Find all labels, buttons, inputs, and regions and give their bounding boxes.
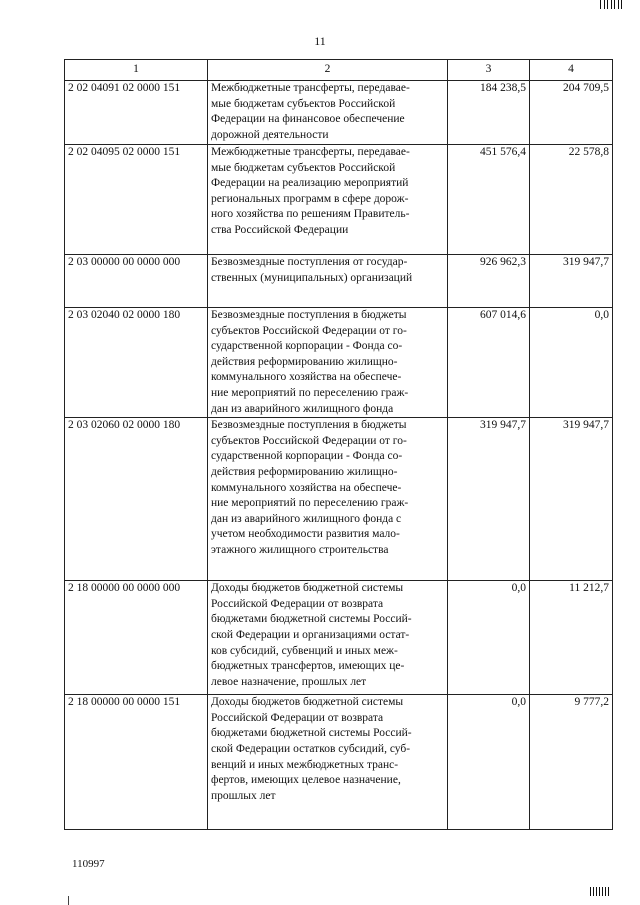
revenue-description: [208, 308, 448, 418]
scan-mark: [68, 896, 69, 905]
budget-revenue-table: [64, 59, 613, 830]
column-header: 4: [530, 60, 613, 81]
amount-column-4: 11 212,7: [530, 581, 613, 695]
binding-mark-top: [600, 0, 622, 9]
column-header: 2: [208, 60, 448, 81]
table-row: [65, 81, 613, 145]
description-line: ской Федерации и организациями остат-: [211, 628, 410, 641]
amount-column-3: 0,0: [448, 581, 530, 695]
revenue-description: [208, 81, 448, 145]
amount-column-3: 926 962,3: [448, 255, 530, 308]
description-line: бюджетных трансфертов, имеющих це-: [211, 660, 405, 673]
budget-classification-code: 2 03 00000 00 0000 000: [65, 255, 208, 308]
description-line: Российской Федерации от возврата: [211, 597, 384, 610]
amount-column-3: 0,0: [448, 695, 530, 830]
description-line: сударственной корпорации - Фонда со-: [211, 450, 403, 463]
description-line: дан из аварийного жилищного фонда: [211, 402, 394, 415]
revenue-description: [208, 255, 448, 308]
table-row: [65, 308, 613, 418]
budget-classification-code: 2 02 04095 02 0000 151: [65, 145, 208, 255]
description-line: мые бюджетам субъектов Российской: [211, 97, 396, 110]
column-header: 1: [65, 60, 208, 81]
amount-column-4: 319 947,7: [530, 418, 613, 581]
amount-column-4: 204 709,5: [530, 81, 613, 145]
description-line: Безвозмездные поступления в бюджеты: [211, 309, 407, 321]
table-row: [65, 255, 613, 308]
description-line: Федерации на финансовое обеспечение: [211, 113, 405, 126]
amount-column-3: 184 238,5: [448, 81, 530, 145]
description-line: ственных (муниципальных) организаций: [211, 271, 413, 284]
description-line: действия реформированию жилищно-: [211, 355, 398, 368]
description-line: Безвозмездные поступления от государ-: [211, 256, 408, 268]
description-line: Доходы бюджетов бюджетной системы: [211, 582, 404, 595]
binding-mark-bottom: [590, 887, 612, 896]
description-line: Федерации на реализацию мероприятий: [211, 177, 409, 190]
description-line: региональных программ в сфере дорож-: [211, 192, 409, 205]
page-number: 11: [314, 34, 326, 48]
description-line: ской Федерации остатков субсидий, суб-: [211, 742, 411, 755]
description-line: субъектов Российской Федерации от го-: [211, 324, 407, 337]
description-line: венций и иных межбюджетных транс-: [211, 758, 399, 771]
amount-column-4: 0,0: [530, 308, 613, 418]
description-line: ние мероприятий по переселению граж-: [211, 386, 409, 399]
description-line: коммунального хозяйства на обеспече-: [211, 371, 402, 384]
description-line: левое назначение, прошлых лет: [211, 675, 367, 688]
description-line: сударственной корпорации - Фонда со-: [211, 340, 403, 353]
description-line: учетом необходимости развития мало-: [211, 528, 400, 541]
amount-column-3: 319 947,7: [448, 418, 530, 581]
budget-classification-code: 2 02 04091 02 0000 151: [65, 81, 208, 145]
description-line: ства Российской Федерации: [211, 223, 349, 236]
table-row: [65, 145, 613, 255]
description-line: Доходы бюджетов бюджетной системы: [211, 696, 404, 709]
description-line: ние мероприятий по переселению граж-: [211, 497, 409, 510]
description-line: прошлых лет: [211, 789, 276, 802]
table-row: [65, 418, 613, 581]
description-line: мые бюджетам субъектов Российской: [211, 161, 396, 174]
description-line: Безвозмездные поступления в бюджеты: [211, 419, 407, 432]
description-line: действия реформированию жилищно-: [211, 465, 398, 478]
budget-classification-code: 2 18 00000 00 0000 000: [65, 581, 208, 695]
description-line: этажного жилищного строительства: [211, 543, 389, 556]
column-header: 3: [448, 60, 530, 81]
table-row: [65, 695, 613, 830]
amount-column-3: 451 576,4: [448, 145, 530, 255]
budget-classification-code: 2 18 00000 00 0000 151: [65, 695, 208, 830]
description-line: коммунального хозяйства на обеспече-: [211, 481, 402, 494]
amount-column-4: 9 777,2: [530, 695, 613, 830]
budget-classification-code: 2 03 02060 02 0000 180: [65, 418, 208, 581]
revenue-description: [208, 581, 448, 695]
revenue-description: [208, 695, 448, 830]
description-line: дан из аварийного жилищного фонда с: [211, 512, 402, 525]
description-line: Российской Федерации от возврата: [211, 711, 384, 724]
description-line: ного хозяйства по решениям Правитель-: [211, 208, 410, 221]
description-line: Межбюджетные трансферты, передавае-: [211, 82, 410, 94]
description-line: дорожной деятельности: [211, 128, 329, 141]
revenue-description: [208, 145, 448, 255]
table-row: [65, 581, 613, 695]
budget-classification-code: 2 03 02040 02 0000 180: [65, 308, 208, 418]
description-line: Межбюджетные трансферты, передавае-: [211, 146, 410, 158]
revenue-description: [208, 418, 448, 581]
amount-column-4: 319 947,7: [530, 255, 613, 308]
table-header-row: [65, 60, 613, 81]
amount-column-4: 22 578,8: [530, 145, 613, 255]
document-id: 110997: [72, 858, 105, 870]
description-line: фертов, имеющих целевое назначение,: [211, 774, 401, 787]
description-line: ков субсидий, субвенций и иных меж-: [211, 644, 398, 657]
description-line: бюджетами бюджетной системы Россий-: [211, 613, 412, 626]
description-line: субъектов Российской Федерации от го-: [211, 434, 407, 447]
amount-column-3: 607 014,6: [448, 308, 530, 418]
description-line: бюджетами бюджетной системы Россий-: [211, 727, 412, 740]
